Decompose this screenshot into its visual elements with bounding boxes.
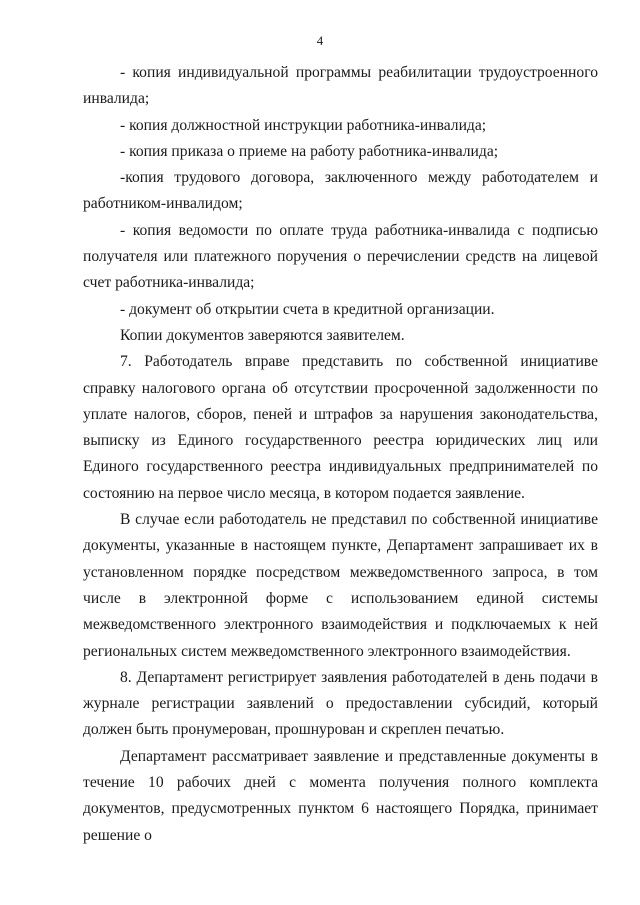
paragraph-clause-7: 7. Работодатель вправе представить по собственной инициативе справку налогового органа об отсутствии просроченной задолженности по уплате налогов, сборов, пеней и штрафов за нарушения законодательства, выписку из Единого государственного реестра юридических лиц или Единого государственного реестра индивидуальных предпринимателей по состоянию на первое число месяца, в котором подается заявление. (83, 353, 598, 502)
paragraph-interagency-request: В случае если работодатель не представил по собственной инициативе документы, указанные в настоящем пункте, Департамент запрашивает их в установленном порядке посредством межведомственного запроса, в том числе в электронной форме с использованием единой системы межведомственного электронного взаимодействия и подключаемых к ней региональных систем межведомственного электронного взаимодействия. (83, 511, 598, 660)
paragraph-copy-job-description: - копия должностной инструкции работника-инвалида; (120, 116, 487, 134)
document-body (83, 60, 598, 849)
paragraph-copy-payroll: - копия ведомости по оплате труда работника-инвалида с подписью получателя или платежного поручения о перечислении средств на лицевой счет работника-инвалида; (83, 221, 598, 292)
paragraph-copy-rehab-program: - копия индивидуальной программы реабилитации трудоустроенного инвалида; (83, 64, 598, 108)
paragraph-copies-certified: Копии документов заверяются заявителем. (120, 326, 405, 344)
paragraph-bank-account-document: - документ об открытии счета в кредитной организации. (120, 300, 495, 318)
paragraph-clause-8: 8. Департамент регистрирует заявления работодателей в день подачи в журнале регистрации заявлений о предоставлении субсидий, который должен быть пронумерован, прошнурован и скреплен печатью. (83, 668, 598, 739)
paragraph-copy-employment-contract: -копия трудового договора, заключенного между работодателем и работником-инвалидом; (83, 169, 598, 213)
paragraph-review-period: Департамент рассматривает заявление и представленные документы в течение 10 рабочих дней с момента получения полного комплекта документов, предусмотренных пунктом 6 настоящего Порядка, принимает решение о (83, 747, 598, 844)
page-number: 4 (316, 33, 324, 48)
paragraph-copy-hiring-order: - копия приказа о приеме на работу работника-инвалида; (120, 142, 499, 160)
